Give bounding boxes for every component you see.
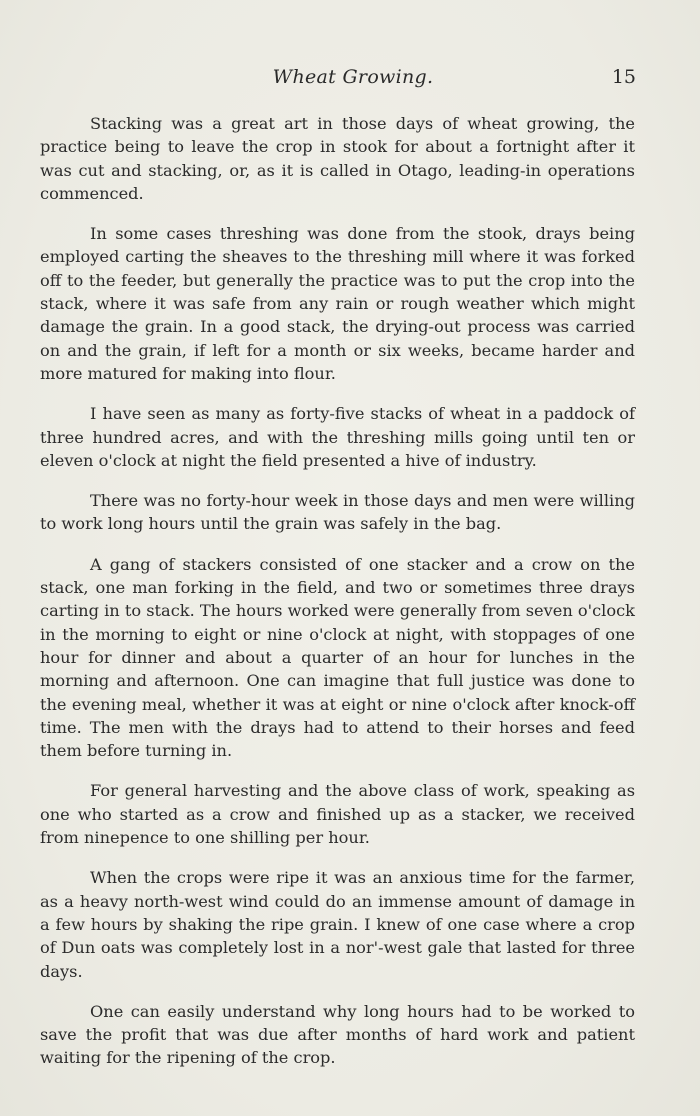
page-number: 15 — [611, 66, 636, 88]
paragraph: A gang of stackers consisted of one stacker and a crow on the stack, one man forking in the field, and two or sometimes three drays carting in to stack. The hours worked were generally from seven o'clock in the morning to eight or nine o'clock at night, with stoppages of one hour for dinner and about a quarter of an hour for lunches in the morning and afternoon. One can imagine that full justice was done to the evening meal, whether it was at eight or nine o'clock after knock-off time. The men with the drays had to attend to their horses and feed them before turning in. — [40, 554, 635, 761]
running-title: Wheat Growing. — [272, 66, 434, 88]
page-header — [40, 66, 636, 94]
paragraph: In some cases threshing was done from the stook, drays being employed carting the sheaves to the threshing mill where it was forked off to the feeder, but generally the practice was to put the crop into the stack, where it was safe from any rain or rough weather which might damage the grain. In a good stack, the drying-out process was carried on and the grain, if left for a month or six weeks, became harder and more matured for making into flour. — [40, 224, 635, 383]
paragraph: For general harvesting and the above class of work, speaking as one who started as a crow and finished up as a stacker, we received from ninepence to one shilling per hour. — [40, 781, 635, 848]
paragraph: When the crops were ripe it was an anxious time for the farmer, as a heavy north-west wind could do an immense amount of damage in a few hours by shaking the ripe grain. I knew of one case where a crop of Dun oats was completely lost in a nor'-west gale that lasted for three days. — [40, 868, 635, 981]
paragraph: Stacking was a great art in those days of wheat growing, the practice being to leave the crop in stook for about a fortnight after it was cut and stacking, or, as it is called in Otago, leading-in operations commenced. — [40, 114, 635, 203]
paragraph: There was no forty-hour week in those days and men were willing to work long hours until the grain was safely in the bag. — [40, 491, 635, 534]
body-text — [40, 112, 635, 1087]
paragraph: One can easily understand why long hours had to be worked to save the profit that was due after months of hard work and patient waiting for the ripening of the crop. — [40, 1001, 635, 1068]
paragraph: I have seen as many as forty-five stacks of wheat in a paddock of three hundred acres, and with the threshing mills going until ten or eleven o'clock at night the field presented a hive of industry. — [40, 404, 635, 470]
